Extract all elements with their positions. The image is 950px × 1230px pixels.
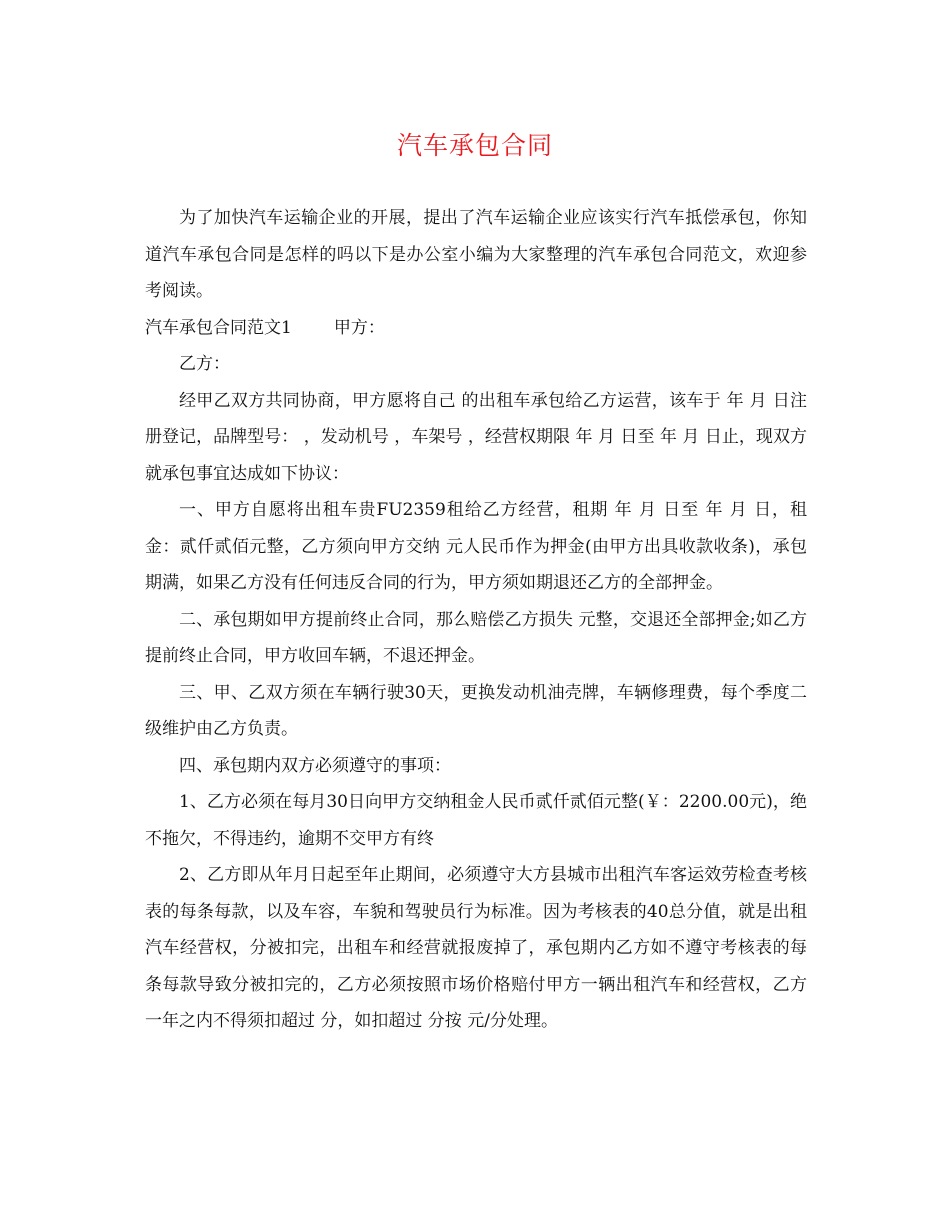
clause-four-item-2: 2、乙方即从年月日起至年止期间，必须遵守大方县城市出租汽车客运效劳检查考核表的每条每款，以及车容，车貌和驾驶员行为标准。因为考核表的40总分值，就是出租汽车经营权，分被扣完，出租车和经营就报废掉了，承包期内乙方如不遵守考核表的每条每款导致分被扣完的，乙方必须按照市场价格赔付甲方一辆出租汽车和经营权，乙方一年之内不得须扣超过 分，如扣超过 分按 元/分处理。: [145, 865, 807, 1031]
document-title: 汽车承包合同: [396, 131, 553, 160]
clause-four-item-1: 1、乙方必须在每月30日向甲方交纳租金人民币贰仟贰佰元整(￥：2200.00元)，绝不拖欠，不得违约，逾期不交甲方有终: [145, 792, 807, 849]
party-b-label: 乙方：: [179, 354, 230, 374]
party-a-label: 甲方：: [333, 317, 385, 338]
agreement-paragraph: 经甲乙双方共同协商，甲方愿将自己 的出租车承包给乙方运营，该车于 年 月 日注册登记，品牌型号： ，发动机号 ，车架号 ，经营权期限 年 月 日至 年 月 日止，现双方就承包事宜达成如下协议：: [145, 390, 807, 484]
clause-one: 一、甲方自愿将出租车贵FU2359租给乙方经营，租期 年 月 日至 年 月 日，租金：贰仟贰佰元整，乙方须向甲方交纳 元人民币作为押金(由甲方出具收款收条)，承包期满，如果乙方没有任何违反合同的行为，甲方须如期退还乙方的全部押金。: [145, 500, 807, 593]
sample-heading: 汽车承包合同范文1: [145, 317, 292, 338]
clause-two: 二、承包期如甲方提前终止合同，那么赔偿乙方损失 元整，交退还全部押金;如乙方提前终止合同，甲方收回车辆，不退还押金。: [145, 609, 807, 666]
clause-three: 三、甲、乙双方须在车辆行驶30天，更换发动机油壳牌，车辆修理费，每个季度二级维护由乙方负责。: [145, 682, 807, 739]
clause-four: 四、承包期内双方必须遵守的事项：: [179, 755, 451, 776]
intro-paragraph: 为了加快汽车运输企业的开展，提出了汽车运输企业应该实行汽车抵偿承包，你知道汽车承包合同是怎样的吗以下是办公室小编为大家整理的汽车承包合同范文，欢迎参考阅读。: [145, 208, 807, 301]
document-body: [145, 200, 807, 1040]
sample-heading-line: [145, 310, 807, 347]
